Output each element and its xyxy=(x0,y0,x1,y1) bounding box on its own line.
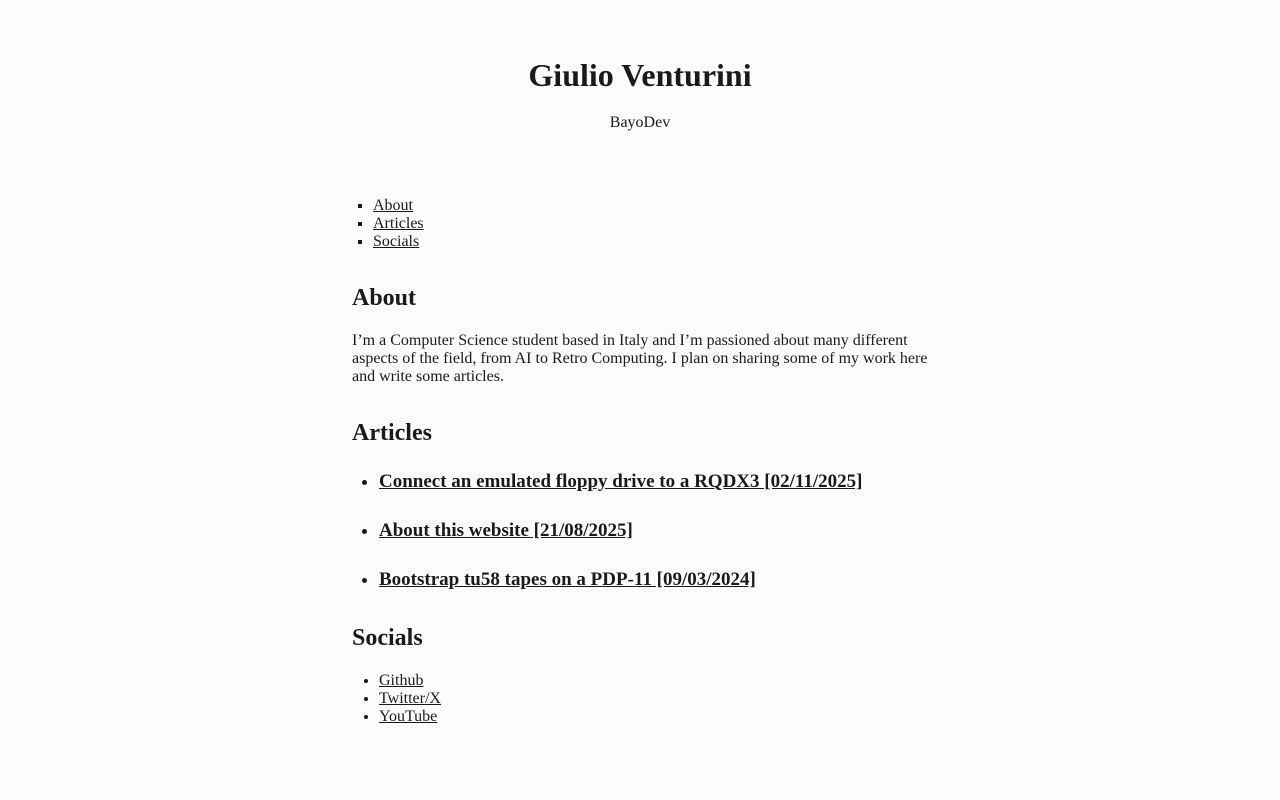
nav-item-socials xyxy=(373,233,932,251)
site-header xyxy=(0,0,1280,132)
site-title: Giulio Venturini xyxy=(528,57,752,93)
about-text: I’m a Computer Science student based in Italy and I’m passioned about many different aspects of the field, from AI to Retro Computing. I plan on sharing some of my work here and write some articles. xyxy=(352,332,928,385)
article-list xyxy=(352,471,932,591)
nav-link-about[interactable]: About xyxy=(373,197,413,214)
page-nav xyxy=(352,197,932,251)
social-link-twitter[interactable]: Twitter/X xyxy=(379,690,441,707)
nav-list xyxy=(352,197,932,251)
nav-item-articles xyxy=(373,215,932,233)
articles-heading: Articles xyxy=(352,420,432,446)
article-item xyxy=(379,569,932,591)
social-item xyxy=(379,690,932,708)
nav-link-socials[interactable]: Socials xyxy=(373,233,420,250)
article-item xyxy=(379,471,932,493)
nav-link-articles[interactable]: Articles xyxy=(373,215,424,232)
social-item xyxy=(379,708,932,726)
articles-section xyxy=(352,419,932,591)
article-link-rqdx3[interactable]: Connect an emulated floppy drive to a RQDX3 [02/11/2025] xyxy=(379,471,863,492)
socials-heading: Socials xyxy=(352,625,423,651)
social-link-github[interactable]: Github xyxy=(379,672,424,689)
social-list xyxy=(352,672,932,726)
about-section xyxy=(352,284,932,386)
social-item xyxy=(379,672,932,690)
socials-section xyxy=(352,624,932,726)
site-subtitle: BayoDev xyxy=(609,114,671,131)
social-link-youtube[interactable]: YouTube xyxy=(379,708,438,725)
article-link-tu58[interactable]: Bootstrap tu58 tapes on a PDP-11 [09/03/2024] xyxy=(379,569,756,590)
about-heading: About xyxy=(352,285,417,311)
article-item xyxy=(379,520,932,542)
article-link-about-website[interactable]: About this website [21/08/2025] xyxy=(379,520,633,541)
main-content xyxy=(352,197,932,726)
nav-item-about xyxy=(373,197,932,215)
